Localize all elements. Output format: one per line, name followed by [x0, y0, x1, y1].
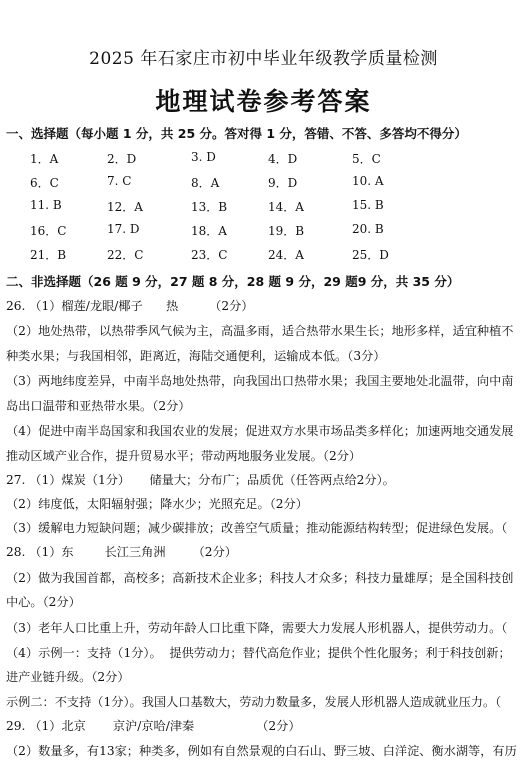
answer-item: 19．B	[268, 224, 305, 238]
answer-line: 进产业链升级。（2分）	[6, 670, 130, 684]
answer-item: 4．D	[268, 152, 298, 166]
answer-item: 14．A	[268, 200, 304, 214]
answer-line: 28. （1）东 长江三角洲 （2分）	[6, 545, 237, 559]
answer-line: （2）做为我国首都，高校多；高新技术企业多；科技人才众多；科技力量雄厚；是全国科技创	[6, 571, 514, 585]
answer-line: （2）数量多，有13家；种类多，例如有自然景观的白石山、野三坡、白洋淀、衡水湖等，有历	[6, 744, 517, 758]
answer-item: 24．A	[268, 248, 304, 262]
answer-item: 11. B	[30, 198, 62, 212]
answer-line: 27. （1）煤炭（1分） 储量大；分布广；品质优（任答两点给2分）。	[6, 473, 395, 487]
answer-item: 10. A	[352, 174, 384, 188]
answer-item: 9．D	[268, 176, 298, 190]
answer-line: 示例二：不支持（1分）。我国人口基数大，劳动力数量多，发展人形机器人造成就业压力。（	[6, 695, 502, 709]
section-2-heading: 二、非选择题（26 题 9 分，27 题 8 分，28 题 9 分，29 题9 分，共 35 分）	[6, 274, 460, 289]
answer-item: 23．C	[191, 248, 228, 262]
answer-item: 8．A	[191, 176, 220, 190]
answer-item: 5．C	[352, 152, 381, 166]
answer-item: 2．D	[107, 152, 137, 166]
answer-row	[0, 222, 527, 240]
answer-item: 25．D	[352, 248, 389, 262]
answer-row	[0, 174, 527, 192]
answer-item: 22．C	[107, 248, 144, 262]
answer-item: 20. B	[352, 222, 384, 236]
answer-row	[0, 198, 527, 216]
answer-item: 3. D	[191, 150, 216, 164]
answer-line: 岛出口温带和亚热带水果。（2分）	[6, 399, 191, 413]
answer-line: 推动区域产业合作，提升贸易水平；带动两地服务业发展。（2分）	[6, 449, 362, 463]
answer-line: 29. （1）北京 京沪/京哈/津秦 （2分）	[6, 719, 301, 733]
answer-row	[0, 150, 527, 168]
section-1-heading: 一、选择题（每小题 1 分，共 25 分。答对得 1 分，答错、不答、多答均不得分）	[6, 126, 467, 141]
answer-item: 7. C	[107, 174, 132, 188]
answer-line: （4）促进中南半岛国家和我国农业的发展；促进双方水果市场品类多样化；加速两地交通发展	[6, 424, 514, 438]
answer-item: 15. B	[352, 198, 384, 212]
answer-item: 6．C	[30, 176, 59, 190]
answer-key-title: 地理试卷参考答案	[155, 87, 372, 116]
answer-item: 21．B	[30, 248, 67, 262]
answer-line: （3）老年人口比重上升，劳动年龄人口比重下降，需要大力发展人形机器人，提供劳动力。（	[6, 621, 508, 635]
answer-line: （3）缓解电力短缺问题；减少碳排放；改善空气质量；推动能源结构转型；促进绿色发展。（	[6, 521, 508, 535]
answer-row	[0, 246, 527, 264]
answer-line: 26. （1）榴莲/龙眼/椰子 热 （2分）	[6, 299, 254, 313]
answer-line: （4）示例一：支持（1分）。 提供劳动力；替代高危作业；提供个性化服务；利于科技创新；	[6, 646, 511, 660]
answer-item: 16．C	[30, 224, 67, 238]
answer-line: （2）纬度低，太阳辐射强；降水少；光照充足。（2分）	[6, 497, 308, 511]
answer-item: 12．A	[107, 200, 143, 214]
answer-item: 1．A	[30, 152, 59, 166]
answer-item: 17. D	[107, 222, 140, 236]
answer-item: 18．A	[191, 224, 227, 238]
answer-line: （3）两地纬度差异，中南半岛地处热带，向我国出口热带水果；我国主要地处北温带，向中南	[6, 374, 514, 388]
exam-title: 2025 年石家庄市初中毕业年级教学质量检测	[89, 49, 438, 69]
answer-item: 13．B	[191, 200, 228, 214]
answer-line: 种类水果；与我国相邻，距离近，海陆交通便利，运输成本低。（3分）	[6, 349, 386, 363]
answer-line: （2）地处热带，以热带季风气候为主，高温多雨，适合热带水果生长；地形多样，适宜种植不	[6, 324, 514, 338]
answer-line: 中心。（2分）	[6, 595, 81, 609]
